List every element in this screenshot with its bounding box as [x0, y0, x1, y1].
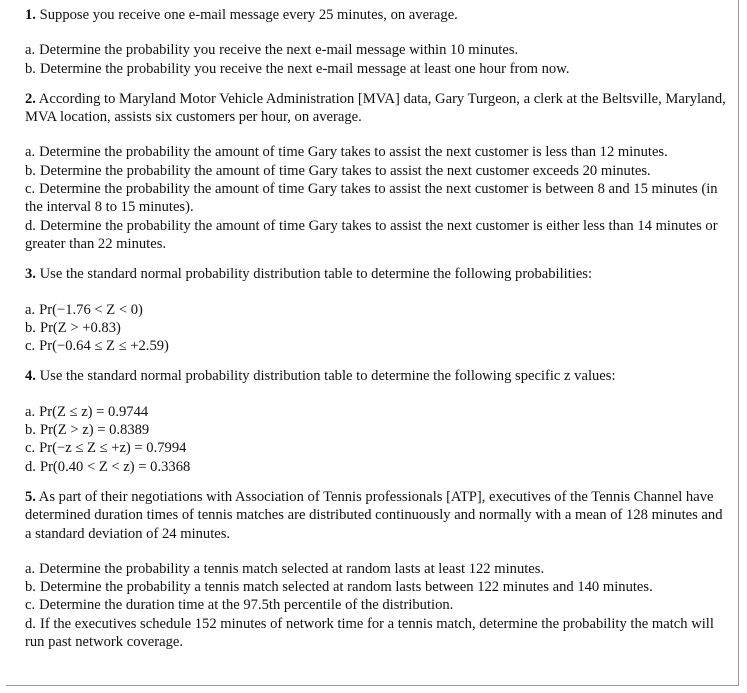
- question-item: [25, 143, 728, 161]
- item-label: c.: [25, 181, 36, 198]
- problem-prompt: [25, 367, 728, 385]
- prompt-text: As part of their negotiations with Association of Tennis professionals [ATP], executives of the Tennis Channel have determined duration times of tennis matches are distributed continuously and normally with a mean of 128 minutes and a standard deviation of 24 minutes.: [25, 488, 723, 542]
- prompt-text: Use the standard normal probability distribution table to determine the following probabilities:: [39, 266, 593, 283]
- item-text: Pr(−0.64 ≤ Z ≤ +2.59): [39, 338, 169, 355]
- question-item: [25, 596, 728, 614]
- item-text: Determine the duration time at the 97.5th percentile of the distribution.: [39, 597, 454, 614]
- problem-prompt: [25, 265, 728, 283]
- item-label: d.: [25, 458, 36, 475]
- problem-prompt: [25, 6, 728, 24]
- item-text: Pr(Z ≤ z) = 0.9744: [39, 403, 149, 420]
- item-text: Pr(0.40 < Z < z) = 0.3368: [39, 458, 191, 475]
- question-item: [25, 560, 728, 578]
- item-label: b.: [25, 162, 36, 179]
- problem-number: 4.: [25, 368, 36, 385]
- problem-4: [25, 367, 728, 475]
- item-label: c.: [25, 597, 36, 614]
- item-text: Determine the probability the amount of time Gary takes to assist the next customer is either less than 14 minutes or greater than 22 minutes.: [25, 217, 718, 252]
- item-label: c.: [25, 338, 36, 355]
- question-item: [25, 180, 728, 217]
- item-label: b.: [25, 579, 36, 596]
- item-text: Determine the probability you receive the next e-mail message within 10 minutes.: [39, 42, 519, 59]
- item-text: Pr(Z > +0.83): [39, 319, 121, 336]
- item-label: b.: [25, 422, 36, 439]
- problem-prompt: [25, 488, 728, 543]
- problem-number: 2.: [25, 90, 36, 107]
- question-item: [25, 615, 728, 652]
- problem-number: 3.: [25, 266, 36, 283]
- problem-3: [25, 265, 728, 355]
- item-text: Pr(Z > z) = 0.8389: [39, 422, 150, 439]
- item-text: Determine the probability the amount of time Gary takes to assist the next customer exceeds 20 minutes.: [39, 162, 651, 179]
- prompt-text: Suppose you receive one e-mail message every 25 minutes, on average.: [39, 7, 458, 23]
- problem-prompt: [25, 90, 728, 127]
- question-item: [25, 60, 728, 78]
- item-text: Determine the probability the amount of time Gary takes to assist the next customer is less than 12 minutes.: [39, 144, 668, 161]
- prompt-text: According to Maryland Motor Vehicle Administration [MVA] data, Gary Turgeon, a clerk at the Beltsville, Maryland, MVA location, assists six customers per hour, on average.: [25, 90, 726, 126]
- question-item: [25, 578, 728, 596]
- question-item: [25, 439, 728, 457]
- item-text: Determine the probability a tennis match selected at random lasts at least 122 minutes.: [39, 560, 545, 577]
- item-label: a.: [25, 403, 36, 420]
- problem-sheet: [6, 0, 739, 686]
- item-text: Determine the probability the amount of time Gary takes to assist the next customer is between 8 and 15 minutes (in the interval 8 to 15 minutes).: [25, 181, 718, 216]
- prompt-text: Use the standard normal probability distribution table to determine the following specific z values:: [39, 368, 616, 385]
- question-item: [25, 301, 728, 319]
- item-label: c.: [25, 440, 36, 457]
- item-label: a.: [25, 560, 36, 577]
- item-text: If the executives schedule 152 minutes of network time for a tennis match, determine the probability the match will run past network coverage.: [25, 615, 714, 651]
- question-item: [25, 403, 728, 421]
- item-text: Determine the probability you receive the next e-mail message at least one hour from now.: [39, 60, 570, 77]
- item-label: a.: [25, 301, 36, 318]
- question-item: [25, 421, 728, 439]
- question-item: [25, 319, 728, 337]
- item-text: Pr(−1.76 < Z < 0): [39, 301, 143, 318]
- item-label: b.: [25, 319, 36, 336]
- question-item: [25, 217, 728, 254]
- item-text: Determine the probability a tennis match selected at random lasts between 122 minutes and 140 minutes.: [39, 579, 653, 596]
- question-item: [25, 41, 728, 59]
- question-item: [25, 162, 728, 180]
- item-label: a.: [25, 42, 36, 59]
- item-label: d.: [25, 217, 36, 234]
- problem-5: [25, 488, 728, 651]
- question-item: [25, 337, 728, 355]
- question-item: [25, 458, 728, 476]
- problem-1: [25, 6, 728, 78]
- problem-number: 1.: [25, 7, 36, 23]
- problem-2: [25, 90, 728, 253]
- item-label: b.: [25, 60, 36, 77]
- item-text: Pr(−z ≤ Z ≤ +z) = 0.7994: [39, 440, 187, 457]
- item-label: a.: [25, 144, 36, 161]
- item-label: d.: [25, 615, 36, 632]
- problem-number: 5.: [25, 488, 36, 505]
